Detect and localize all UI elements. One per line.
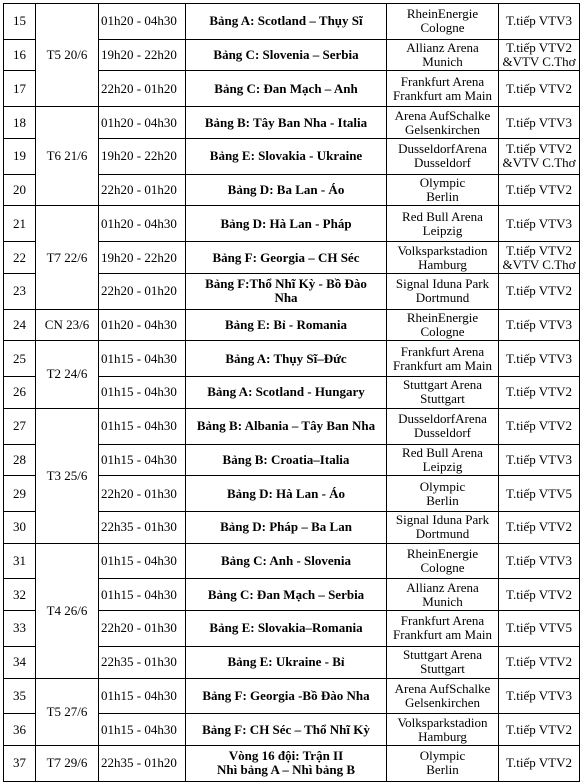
kickoff-time: 01h15 - 04h30 bbox=[99, 341, 186, 377]
match-venue bbox=[387, 444, 499, 476]
broadcast-channel bbox=[499, 444, 580, 476]
table-row bbox=[4, 408, 580, 444]
match-day: T5 27/6 bbox=[36, 678, 99, 745]
venue-line: Frankfurt am Main bbox=[393, 87, 492, 103]
venue-line: Volksparkstadion bbox=[397, 714, 488, 730]
venue-line: Arena AufSchalke bbox=[394, 680, 491, 696]
match-fixture bbox=[186, 341, 387, 377]
broadcast-channel bbox=[499, 543, 580, 579]
match-number: 25 bbox=[4, 341, 36, 377]
match-day: CN 23/6 bbox=[36, 309, 99, 341]
broadcast-channel bbox=[499, 71, 580, 107]
match-venue bbox=[387, 476, 499, 512]
match-number: 21 bbox=[4, 206, 36, 242]
broadcast-line: T.tiếp VTV3 bbox=[506, 13, 572, 29]
venue-line: Red Bull Arena bbox=[402, 208, 483, 224]
broadcast-channel bbox=[499, 476, 580, 512]
venue-line: Signal Iduna Park bbox=[395, 276, 490, 292]
venue-line: RheinEnergie bbox=[406, 309, 479, 325]
kickoff-time: 22h35 - 01h30 bbox=[99, 646, 186, 678]
match-venue bbox=[387, 745, 499, 781]
match-venue bbox=[387, 242, 499, 274]
broadcast-line: T.tiếp VTV3 bbox=[506, 553, 572, 569]
venue-line: Red Bull Arena bbox=[402, 444, 483, 460]
match-fixture-line: Bảng C: Đan Mạch – Serbia bbox=[207, 586, 365, 602]
kickoff-time: 01h20 - 04h30 bbox=[99, 309, 186, 341]
match-day: T5 20/6 bbox=[36, 4, 99, 107]
match-venue bbox=[387, 273, 499, 309]
match-venue bbox=[387, 611, 499, 647]
match-fixture-line: Bảng A: Scotland – Thụy Sĩ bbox=[209, 13, 363, 29]
match-fixture-line: Bảng B: Albania – Tây Ban Nha bbox=[196, 418, 376, 434]
match-fixture bbox=[186, 4, 387, 40]
match-number: 18 bbox=[4, 107, 36, 139]
venue-line: Dusseldorf bbox=[413, 155, 472, 171]
match-number: 32 bbox=[4, 579, 36, 611]
venue-line: Cologne bbox=[420, 20, 465, 36]
broadcast-line: T.tiếp VTV2 bbox=[506, 586, 572, 602]
kickoff-time: 01h20 - 04h30 bbox=[99, 4, 186, 40]
match-fixture-line: Bảng C: Anh - Slovenia bbox=[220, 553, 352, 569]
match-venue bbox=[387, 206, 499, 242]
kickoff-time: 22h35 - 01h30 bbox=[99, 512, 186, 544]
kickoff-time: 22h20 - 01h20 bbox=[99, 174, 186, 206]
broadcast-channel bbox=[499, 745, 580, 781]
table-row bbox=[4, 309, 580, 341]
match-venue bbox=[387, 309, 499, 341]
match-fixture-line: Bảng E: Ukraine - Bỉ bbox=[227, 654, 345, 670]
broadcast-line: T.tiếp VTV3 bbox=[506, 215, 572, 231]
venue-line: Berlin bbox=[426, 189, 459, 205]
match-day: T7 29/6 bbox=[36, 745, 99, 781]
broadcast-line: T.tiếp VTV2 bbox=[506, 283, 572, 299]
venue-line: Munich bbox=[422, 593, 463, 609]
match-fixture-line: Bảng E: Bỉ - Romania bbox=[224, 316, 348, 332]
match-fixture bbox=[186, 39, 387, 71]
match-fixture-line: Nha bbox=[274, 290, 298, 306]
match-fixture-line: Bảng D: Pháp – Ba Lan bbox=[220, 519, 352, 535]
match-fixture bbox=[186, 745, 387, 781]
match-fixture-line: Bảng D: Hà Lan - Pháp bbox=[220, 215, 352, 231]
match-fixture bbox=[186, 273, 387, 309]
broadcast-line: T.tiếp VTV2 bbox=[506, 384, 572, 400]
venue-line: RheinEnergie bbox=[406, 546, 479, 562]
kickoff-time: 01h15 - 04h30 bbox=[99, 714, 186, 746]
kickoff-time: 01h20 - 04h30 bbox=[99, 107, 186, 139]
match-fixture-line: Bảng F: Georgia – CH Séc bbox=[212, 249, 360, 265]
match-fixture bbox=[186, 476, 387, 512]
match-venue bbox=[387, 512, 499, 544]
kickoff-time: 19h20 - 22h20 bbox=[99, 138, 186, 174]
kickoff-time: 22h20 - 01h20 bbox=[99, 273, 186, 309]
venue-line: Stuttgart Arena bbox=[402, 377, 483, 393]
broadcast-line: T.tiếp VTV2 bbox=[506, 519, 572, 535]
table-row bbox=[4, 543, 580, 579]
match-number: 27 bbox=[4, 408, 36, 444]
broadcast-channel bbox=[499, 206, 580, 242]
match-number: 28 bbox=[4, 444, 36, 476]
venue-line: Olympic bbox=[419, 478, 466, 494]
kickoff-time: 19h20 - 22h20 bbox=[99, 39, 186, 71]
venue-line: Gelsenkirchen bbox=[404, 121, 481, 137]
schedule-body bbox=[4, 4, 580, 782]
kickoff-time: 01h15 - 04h30 bbox=[99, 678, 186, 714]
match-number: 19 bbox=[4, 138, 36, 174]
broadcast-channel bbox=[499, 39, 580, 71]
venue-line: Signal Iduna Park bbox=[395, 512, 490, 528]
venue-line: Allianz Arena bbox=[406, 579, 479, 595]
match-venue bbox=[387, 714, 499, 746]
broadcast-channel bbox=[499, 579, 580, 611]
venue-line: RheinEnergie bbox=[406, 6, 479, 22]
match-fixture bbox=[186, 678, 387, 714]
match-fixture bbox=[186, 71, 387, 107]
match-venue bbox=[387, 138, 499, 174]
match-fixture-line: Bảng E: Slovakia–Romania bbox=[209, 620, 363, 636]
venue-line: Berlin bbox=[426, 492, 459, 508]
venue-line: Stuttgart bbox=[420, 661, 465, 677]
venue-line: Gelsenkirchen bbox=[404, 694, 481, 710]
venue-line: Leipzig bbox=[422, 458, 463, 474]
match-fixture-line: Bảng B: Croatia–Italia bbox=[222, 451, 350, 467]
match-fixture-line: Nhì bảng A – Nhì bảng B bbox=[216, 762, 355, 778]
match-number: 34 bbox=[4, 646, 36, 678]
venue-line: Cologne bbox=[420, 323, 465, 339]
match-fixture-line: Bảng F:Thổ Nhĩ Kỳ - Bồ Đào bbox=[205, 276, 367, 292]
kickoff-time: 19h20 - 22h20 bbox=[99, 242, 186, 274]
venue-line: Munich bbox=[422, 54, 463, 70]
broadcast-channel bbox=[499, 408, 580, 444]
table-row bbox=[4, 341, 580, 377]
broadcast-line: &VTV C.Thơ bbox=[502, 54, 576, 70]
broadcast-channel bbox=[499, 611, 580, 647]
kickoff-time: 01h15 - 04h30 bbox=[99, 444, 186, 476]
broadcast-channel bbox=[499, 138, 580, 174]
match-venue bbox=[387, 107, 499, 139]
match-number: 35 bbox=[4, 678, 36, 714]
match-number: 22 bbox=[4, 242, 36, 274]
broadcast-line: T.tiếp VTV5 bbox=[506, 620, 572, 636]
match-fixture bbox=[186, 107, 387, 139]
venue-line: Dortmund bbox=[415, 290, 470, 306]
match-fixture-line: Bảng C: Đan Mạch – Anh bbox=[214, 80, 358, 96]
match-day: T3 25/6 bbox=[36, 408, 99, 543]
venue-line: Frankfurt Arena bbox=[400, 613, 485, 629]
table-row bbox=[4, 4, 580, 40]
venue-line: Frankfurt am Main bbox=[393, 627, 492, 643]
match-fixture-line: Bảng A: Scotland - Hungary bbox=[207, 384, 365, 400]
match-number: 16 bbox=[4, 39, 36, 71]
match-fixture bbox=[186, 242, 387, 274]
broadcast-line: T.tiếp VTV3 bbox=[506, 350, 572, 366]
match-fixture bbox=[186, 138, 387, 174]
table-row bbox=[4, 206, 580, 242]
match-number: 29 bbox=[4, 476, 36, 512]
kickoff-time: 22h20 - 01h20 bbox=[99, 71, 186, 107]
match-fixture bbox=[186, 579, 387, 611]
broadcast-line: T.tiếp VTV5 bbox=[506, 485, 572, 501]
broadcast-line: T.tiếp VTV2 bbox=[506, 242, 572, 258]
match-fixture bbox=[186, 543, 387, 579]
broadcast-line: &VTV C.Thơ bbox=[502, 155, 576, 171]
match-fixture bbox=[186, 377, 387, 409]
broadcast-channel bbox=[499, 341, 580, 377]
broadcast-channel bbox=[499, 309, 580, 341]
venue-line: Olympic bbox=[419, 175, 466, 191]
match-fixture bbox=[186, 309, 387, 341]
match-fixture bbox=[186, 611, 387, 647]
match-day: T4 26/6 bbox=[36, 543, 99, 678]
match-venue bbox=[387, 543, 499, 579]
match-fixture bbox=[186, 646, 387, 678]
broadcast-channel bbox=[499, 377, 580, 409]
match-number: 15 bbox=[4, 4, 36, 40]
broadcast-channel bbox=[499, 273, 580, 309]
match-number: 24 bbox=[4, 309, 36, 341]
venue-line: Cologne bbox=[420, 560, 465, 576]
match-day: T7 22/6 bbox=[36, 206, 99, 309]
match-fixture bbox=[186, 408, 387, 444]
match-fixture-line: Bảng F: Georgia -Bồ Đào Nha bbox=[202, 687, 370, 703]
venue-line: Berlin bbox=[426, 762, 459, 778]
kickoff-time: 01h15 - 04h30 bbox=[99, 377, 186, 409]
match-number: 26 bbox=[4, 377, 36, 409]
venue-line: Frankfurt Arena bbox=[400, 73, 485, 89]
match-venue bbox=[387, 678, 499, 714]
venue-line: DusseldorfArena bbox=[398, 411, 487, 427]
match-fixture-line: Vòng 16 đội: Trận II bbox=[228, 748, 344, 764]
match-venue bbox=[387, 39, 499, 71]
venue-line: Stuttgart bbox=[420, 391, 465, 407]
match-venue bbox=[387, 341, 499, 377]
kickoff-time: 22h20 - 01h30 bbox=[99, 476, 186, 512]
match-fixture bbox=[186, 206, 387, 242]
broadcast-line: T.tiếp VTV3 bbox=[506, 451, 572, 467]
match-number: 20 bbox=[4, 174, 36, 206]
broadcast-channel bbox=[499, 678, 580, 714]
match-fixture bbox=[186, 174, 387, 206]
match-number: 31 bbox=[4, 543, 36, 579]
venue-line: Allianz Arena bbox=[406, 40, 479, 56]
match-venue bbox=[387, 408, 499, 444]
venue-line: DusseldorfArena bbox=[398, 141, 487, 157]
broadcast-line: T.tiếp VTV3 bbox=[506, 114, 572, 130]
broadcast-line: &VTV C.Thơ bbox=[502, 256, 576, 272]
kickoff-time: 01h15 - 04h30 bbox=[99, 543, 186, 579]
broadcast-line: T.tiếp VTV2 bbox=[506, 80, 572, 96]
venue-line: Hamburg bbox=[418, 728, 467, 744]
broadcast-channel bbox=[499, 512, 580, 544]
match-venue bbox=[387, 646, 499, 678]
table-row bbox=[4, 678, 580, 714]
venue-line: Olympic bbox=[419, 748, 466, 764]
broadcast-channel bbox=[499, 174, 580, 206]
broadcast-line: T.tiếp VTV2 bbox=[506, 755, 572, 771]
match-fixture-line: Bảng A: Thụy Sĩ–Đức bbox=[225, 350, 347, 366]
match-number: 37 bbox=[4, 745, 36, 781]
match-fixture bbox=[186, 512, 387, 544]
venue-line: Frankfurt am Main bbox=[393, 357, 492, 373]
match-venue bbox=[387, 377, 499, 409]
venue-line: Hamburg bbox=[418, 256, 467, 272]
venue-line: Volksparkstadion bbox=[397, 242, 488, 258]
venue-line: Dusseldorf bbox=[413, 425, 472, 441]
match-venue bbox=[387, 174, 499, 206]
broadcast-line: T.tiếp VTV3 bbox=[506, 687, 572, 703]
match-fixture-line: Bảng C: Slovenia – Serbia bbox=[213, 47, 359, 63]
match-day: T6 21/6 bbox=[36, 107, 99, 206]
match-fixture-line: Bảng B: Tây Ban Nha - Italia bbox=[204, 114, 368, 130]
venue-line: Arena AufSchalke bbox=[394, 107, 491, 123]
venue-line: Frankfurt Arena bbox=[400, 343, 485, 359]
kickoff-time: 22h35 - 01h20 bbox=[99, 745, 186, 781]
match-fixture-line: Bảng F: CH Séc – Thổ Nhĩ Kỳ bbox=[202, 721, 370, 737]
match-schedule-table bbox=[3, 3, 580, 782]
match-number: 30 bbox=[4, 512, 36, 544]
kickoff-time: 01h15 - 04h30 bbox=[99, 579, 186, 611]
broadcast-line: T.tiếp VTV2 bbox=[506, 418, 572, 434]
broadcast-line: T.tiếp VTV3 bbox=[506, 316, 572, 332]
match-number: 36 bbox=[4, 714, 36, 746]
broadcast-channel bbox=[499, 4, 580, 40]
match-fixture bbox=[186, 714, 387, 746]
broadcast-channel bbox=[499, 714, 580, 746]
match-venue bbox=[387, 71, 499, 107]
match-venue bbox=[387, 4, 499, 40]
kickoff-time: 01h15 - 04h30 bbox=[99, 408, 186, 444]
venue-line: Dortmund bbox=[415, 526, 470, 542]
match-number: 17 bbox=[4, 71, 36, 107]
venue-line: Leipzig bbox=[422, 222, 463, 238]
broadcast-line: T.tiếp VTV2 bbox=[506, 721, 572, 737]
broadcast-line: T.tiếp VTV2 bbox=[506, 182, 572, 198]
broadcast-line: T.tiếp VTV2 bbox=[506, 654, 572, 670]
kickoff-time: 22h20 - 01h30 bbox=[99, 611, 186, 647]
match-number: 23 bbox=[4, 273, 36, 309]
table-row bbox=[4, 745, 580, 781]
match-day: T2 24/6 bbox=[36, 341, 99, 408]
match-venue bbox=[387, 579, 499, 611]
venue-line: Stuttgart Arena bbox=[402, 647, 483, 663]
broadcast-channel bbox=[499, 646, 580, 678]
broadcast-channel bbox=[499, 242, 580, 274]
broadcast-line: T.tiếp VTV2 bbox=[506, 40, 572, 56]
kickoff-time: 01h20 - 04h30 bbox=[99, 206, 186, 242]
broadcast-line: T.tiếp VTV2 bbox=[506, 141, 572, 157]
match-number: 33 bbox=[4, 611, 36, 647]
table-row bbox=[4, 107, 580, 139]
match-fixture-line: Bảng D: Hà Lan - Áo bbox=[226, 485, 346, 501]
broadcast-channel bbox=[499, 107, 580, 139]
match-fixture-line: Bảng D: Ba Lan - Áo bbox=[227, 182, 345, 198]
match-fixture-line: Bảng E: Slovakia - Ukraine bbox=[209, 148, 363, 164]
match-fixture bbox=[186, 444, 387, 476]
